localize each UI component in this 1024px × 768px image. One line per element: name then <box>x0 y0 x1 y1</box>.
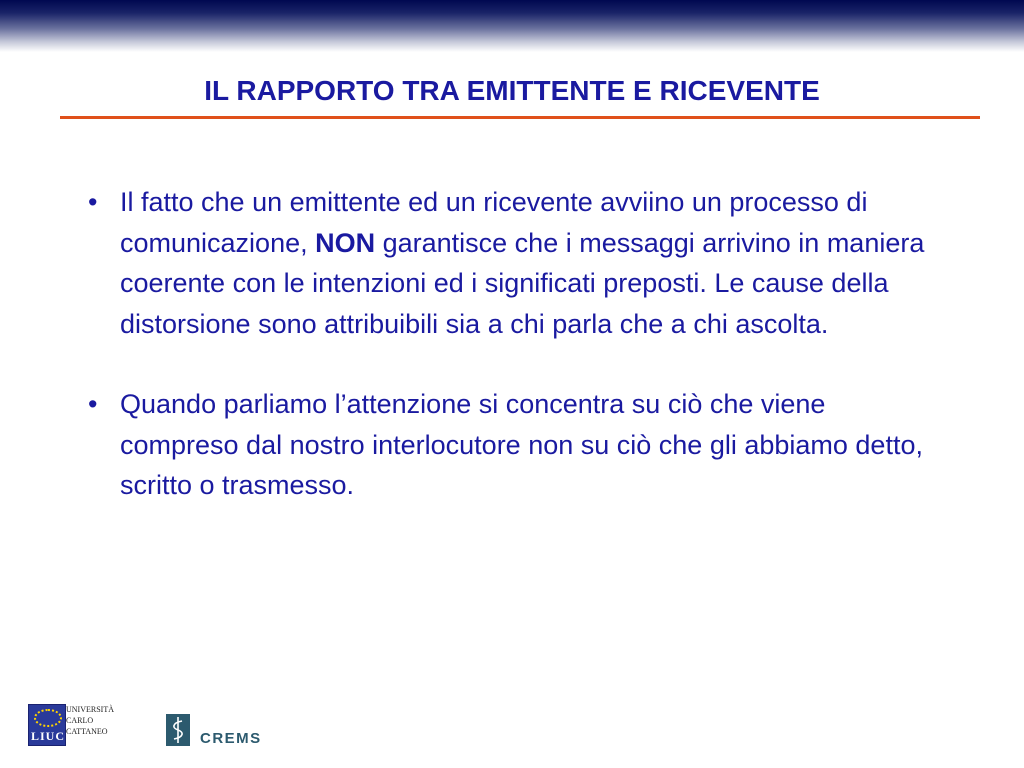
bullet-marker: • <box>88 187 98 217</box>
bullet-text <box>120 187 924 339</box>
bullet-item <box>88 182 948 344</box>
stars-ring-icon <box>34 709 62 727</box>
bullet-marker: • <box>88 389 98 419</box>
crems-mark-icon <box>166 714 190 746</box>
liuc-name <box>66 704 114 737</box>
title-underline <box>60 116 980 119</box>
bullet-item <box>88 384 948 506</box>
liuc-abbrev: LIUC <box>30 729 65 743</box>
bullet-list <box>88 182 948 546</box>
crems-logo <box>166 714 276 746</box>
bullet-text-part: garantisce che i messaggi arrivino in maniera coerente con le intenzioni ed i significati preposti. Le cause della distorsione sono attribuibili sia a chi parla che a chi ascolta. <box>120 227 925 339</box>
bullet-emphasis: NON <box>315 227 376 258</box>
liuc-line: UNIVERSITÀ <box>66 705 114 714</box>
liuc-emblem <box>28 704 66 746</box>
slide-title: IL RAPPORTO TRA EMITTENTE E RICEVENTE <box>204 75 820 106</box>
crems-wordmark: CREMS <box>200 730 262 747</box>
liuc-logo <box>28 704 118 746</box>
bullet-text: Quando parliamo l’attenzione si concentra su ciò che viene compreso dal nostro interlocutore non su ciò che gli abbiamo detto, scritto o trasmesso. <box>120 389 923 500</box>
bullet-text-part: Il fatto che un emittente ed un ricevente avviino un processo di comunicazione, <box>120 187 868 258</box>
liuc-line: CATTANEO <box>66 727 108 736</box>
header-gradient-band <box>0 0 1024 52</box>
liuc-line: CARLO <box>66 716 94 725</box>
